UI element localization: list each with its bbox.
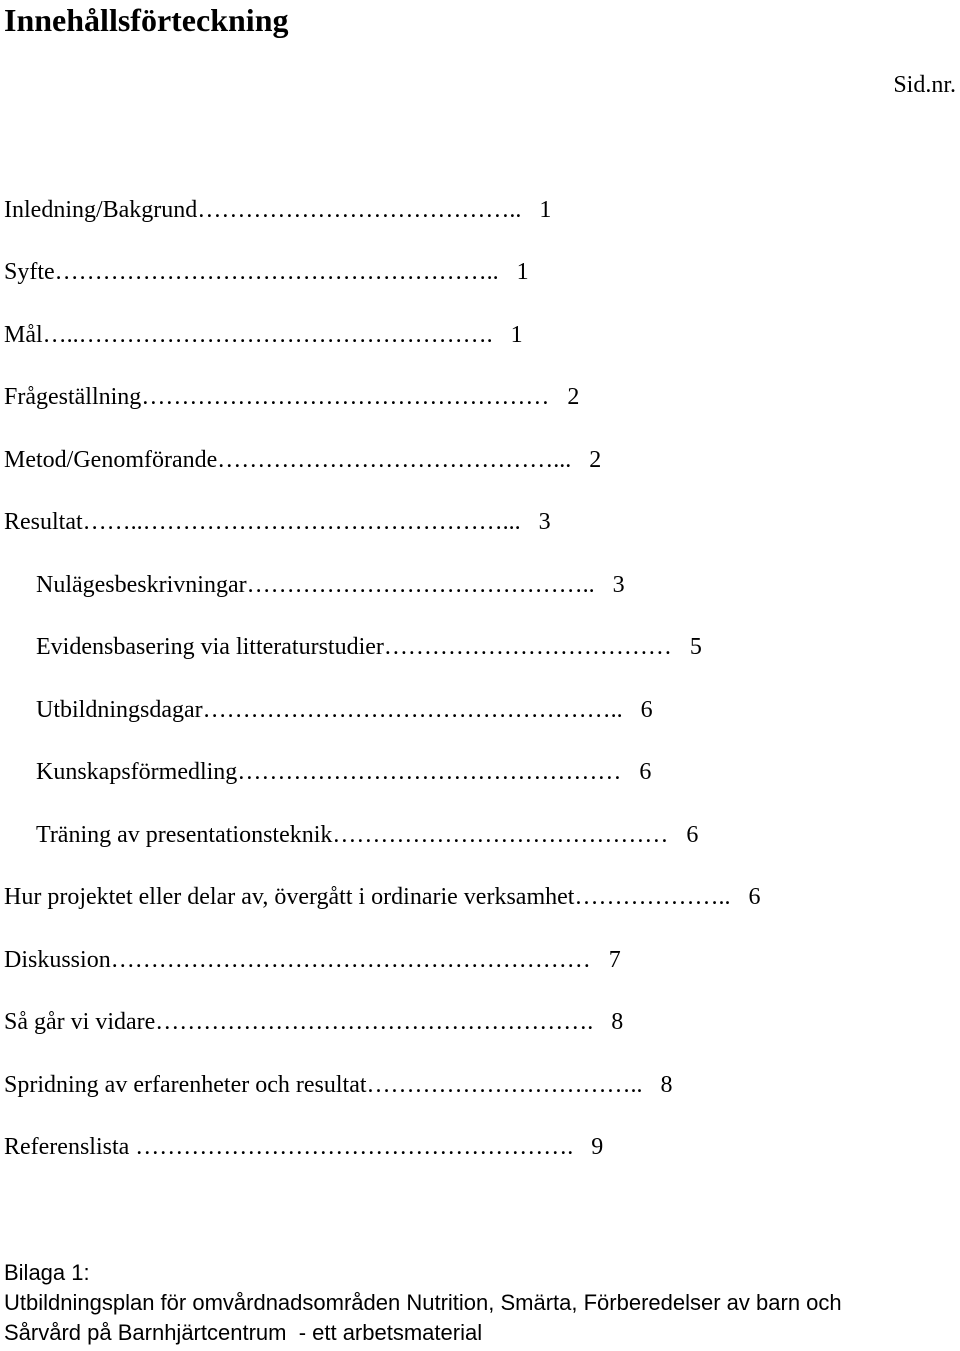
toc-entry-label: Resultat	[4, 509, 83, 535]
appendix-title-line-2: Sårvård på Barnhjärtcentrum - ett arbetsmaterial	[4, 1320, 483, 1345]
toc-subentry-traning	[36, 820, 698, 850]
appendix-block	[4, 1258, 842, 1348]
toc-page-number: 6	[686, 822, 699, 848]
toc-leader: ……………………………………………	[141, 384, 550, 410]
toc-leader: …………………………………..	[197, 197, 522, 223]
appendix-title-line-1: Utbildningsplan för omvårdnadsområden Nutrition, Smärta, Förberedelser av barn och	[4, 1290, 842, 1315]
toc-page-number: 1	[516, 259, 529, 285]
toc-entry-label: Metod/Genomförande	[4, 447, 218, 473]
toc-page-number: 7	[608, 947, 621, 973]
toc-leader: ………………..	[574, 884, 731, 910]
toc-leader: ……………………………………………………	[110, 947, 591, 973]
toc-leader: ……..………………………………………...	[82, 509, 521, 535]
toc-entry-label: Evidensbasering via litteraturstudier	[36, 634, 384, 660]
toc-leader: ………………………………	[383, 634, 672, 660]
toc-page-number: 6	[639, 759, 652, 785]
page-number-column-label: Sid.nr.	[893, 72, 956, 98]
toc-entry-spridning	[4, 1070, 673, 1100]
toc-leader: ………………………………………………..	[54, 259, 499, 285]
toc-page-number: 6	[640, 697, 653, 723]
toc-leader: ……………………………………...	[217, 447, 572, 473]
toc-subentry-utbildningsdagar	[36, 695, 653, 725]
toc-entry-label: Syfte	[4, 259, 55, 285]
toc-entry-fragestallning	[4, 382, 579, 412]
toc-leader: ……………………………………………..	[202, 697, 623, 723]
toc-entry-hur-projektet	[4, 882, 760, 912]
toc-leader: ……………………………………………….	[155, 1009, 594, 1035]
toc-page-number: 2	[589, 447, 602, 473]
toc-entry-label: Diskussion	[4, 947, 111, 973]
toc-entry-label: Kunskapsförmedling	[36, 759, 238, 785]
toc-leader: …..…………………………………………….	[42, 322, 493, 348]
toc-entry-inledning	[4, 195, 551, 225]
toc-subentry-kunskapsformedling	[36, 757, 651, 787]
toc-page-number: 5	[689, 634, 702, 660]
toc-leader: ……………………………………	[332, 822, 669, 848]
toc-page-number: 2	[567, 384, 580, 410]
toc-page-number: 8	[611, 1009, 624, 1035]
toc-page-number: 6	[748, 884, 761, 910]
toc-leader: ……………………………..	[366, 1072, 643, 1098]
page-title: Innehållsförteckning	[4, 2, 289, 38]
toc-entry-label: Nulägesbeskrivningar	[36, 572, 247, 598]
toc-page-number: 8	[660, 1072, 673, 1098]
toc-entry-resultat	[4, 507, 551, 537]
toc-entry-referenslista	[4, 1132, 603, 1162]
toc-page-number: 3	[612, 572, 625, 598]
toc-entry-label: Mål	[4, 322, 43, 348]
toc-page-number: 3	[538, 509, 551, 535]
toc-entry-syfte	[4, 257, 529, 287]
toc-entry-label: Referenslista	[4, 1134, 136, 1160]
toc-page-number: 1	[539, 197, 552, 223]
toc-entry-label: Hur projektet eller delar av, övergått i ordinarie verksamhet	[4, 884, 575, 910]
toc-entry-label: Spridning av erfarenheter och resultat	[4, 1072, 367, 1098]
toc-entry-diskussion	[4, 945, 621, 975]
toc-subentry-nulagesbeskrivningar	[36, 570, 625, 600]
toc-leader: …………………………………………	[237, 759, 622, 785]
toc-entry-label: Utbildningsdagar	[36, 697, 203, 723]
toc-entry-label: Så går vi vidare	[4, 1009, 156, 1035]
toc-subentry-evidensbasering	[36, 632, 702, 662]
toc-entry-mal	[4, 320, 523, 350]
toc-entry-label: Frågeställning	[4, 384, 142, 410]
appendix-heading: Bilaga 1:	[4, 1260, 90, 1285]
toc-page-number: 9	[591, 1134, 604, 1160]
toc-entry-label: Träning av presentationsteknik	[36, 822, 333, 848]
toc-entry-sa-gar-vi-vidare	[4, 1007, 623, 1037]
toc-leader: ……………………………………………….	[135, 1134, 574, 1160]
toc-page-number: 1	[510, 322, 523, 348]
toc-entry-label: Inledning/Bakgrund	[4, 197, 198, 223]
toc-entry-metod	[4, 445, 601, 475]
toc-leader: ……………………………………..	[246, 572, 595, 598]
